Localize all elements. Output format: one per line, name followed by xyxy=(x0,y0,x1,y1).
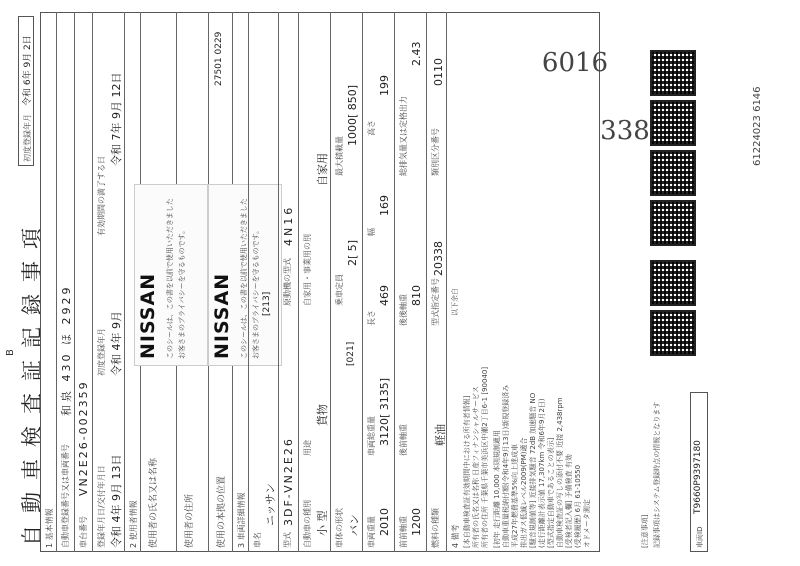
maker-code: [213] xyxy=(262,291,272,316)
form-mark: B xyxy=(5,349,16,356)
remark-line: (受検履歴) 6月 61-10550 xyxy=(574,464,582,548)
document-title: 自動車検査証記録事項 xyxy=(20,216,44,546)
first-reg-label: 初度登録年月 xyxy=(23,114,32,162)
qr-code-icon xyxy=(650,100,696,146)
expiry-label: 有効期間の満了する日 xyxy=(97,156,106,236)
expiry-value: 令和 7年 9月 12日 xyxy=(110,72,123,166)
base-label: 使用の本拠の位置 xyxy=(217,475,227,548)
chassis-value: VN2E26-002359 xyxy=(77,380,90,496)
chassis-label: 車台番号 xyxy=(79,516,88,548)
divider xyxy=(124,12,125,552)
maxload-label: 最大積載量 xyxy=(335,136,344,176)
qr-code-icon xyxy=(650,310,696,356)
gross-label: 車両総重量 xyxy=(367,416,376,456)
owner-addr-label: 使用者の住所 xyxy=(185,493,195,548)
first-reg2-label: 初度登録年月 xyxy=(97,328,106,376)
body-code: [021] xyxy=(346,341,356,366)
gross-value: 3120[ 3135] xyxy=(378,377,391,446)
height-value: 199 xyxy=(378,75,391,96)
divider xyxy=(446,12,447,552)
class-value: 0110 xyxy=(432,58,445,86)
remark-line: 所有者の住所 千葉県千葉市美浜区中瀬2丁目6-1 [90040] xyxy=(481,366,489,548)
divider xyxy=(248,12,249,552)
width-label: 幅 xyxy=(367,228,376,236)
first-reg-value: 令和 6年 9月 2日 xyxy=(23,35,33,106)
section-remarks: 4 備考 xyxy=(451,524,460,548)
weight-value: 2010 xyxy=(378,508,391,536)
maxload-value: 1000[ 850] xyxy=(346,84,359,146)
sticker-text: お客さまのプライバシーを守るものです。 xyxy=(252,226,260,359)
sticker-text: このシールは、この書を以前で使用いただきました xyxy=(166,198,174,359)
divider xyxy=(330,12,331,552)
section-user: 2 使用者情報 xyxy=(129,500,138,548)
qr-code-icon xyxy=(650,260,696,306)
maker-value: ニッサン xyxy=(264,482,277,526)
divider xyxy=(394,12,395,552)
remark-line: [初年 走行距離 10,000 本則規制適用 xyxy=(493,430,501,548)
qr-code-icon xyxy=(650,50,696,96)
privacy-sticker xyxy=(208,184,282,366)
remark-line: オドメータ測定 xyxy=(583,499,591,548)
rear-axle-label: 後前軸重 xyxy=(399,424,408,456)
capacity-value: 2[ 5] xyxy=(346,239,359,266)
note-text: 記録事項はシステム登録時点の情報となります xyxy=(653,401,661,548)
reg-label: 自動車登録番号又は車両番号 xyxy=(61,444,70,548)
divider xyxy=(362,12,363,552)
qr-code-icon xyxy=(650,150,696,196)
nissan-logo: NISSAN xyxy=(211,272,233,359)
reg-date-label: 登録年月日/交付年月日 xyxy=(97,465,106,548)
nissan-logo: NISSAN xyxy=(137,272,159,359)
remark-line: [本自動車検査証有効期間中における所有者情報] xyxy=(463,395,471,548)
engine-label: 原動機の型式 xyxy=(283,258,292,306)
purpose-value: 自家用 xyxy=(316,153,329,186)
id-value: T9660P9397180 xyxy=(693,440,703,514)
front-axle-value: 1200 xyxy=(410,508,423,536)
section-basic: 1 基本情報 xyxy=(45,508,54,548)
capacity-label: 乗車定員 xyxy=(335,274,344,306)
rear2-label: 後後軸重 xyxy=(399,294,408,326)
fuel-label: 燃料の種類 xyxy=(431,508,440,548)
remark-line: 所有者の氏名又は名称 日産フィナンシャルサービス xyxy=(472,386,480,548)
note-label: [注意事項] xyxy=(641,514,649,548)
divider xyxy=(278,12,279,552)
remark-line: 平成27年燃費基準5%向上達成車 xyxy=(511,443,519,548)
body-label: 車体の形状 xyxy=(335,508,344,548)
use-value: 貨物 xyxy=(316,404,329,426)
purpose-label: 自家用・事業用の別 xyxy=(303,234,312,306)
remark-line: 排出ガス低減レベル2009(PM)適合 xyxy=(520,437,528,548)
front-axle-label: 前前軸重 xyxy=(399,516,408,548)
owner-name-label: 使用者の氏名又は名称 xyxy=(149,457,159,548)
divider xyxy=(56,12,57,552)
remark-line: 自動車検査証の写しの添付不要 近接 2,438rpm xyxy=(556,397,564,548)
base-code: 27501 0229 xyxy=(214,31,224,86)
weight-label: 車両重量 xyxy=(367,516,376,548)
remarks-blank: 以下余白 xyxy=(451,288,459,316)
kind-value: 小 型 xyxy=(316,510,329,536)
maker-label: 車名 xyxy=(253,532,262,548)
model-label: 型式 xyxy=(283,532,292,548)
divider xyxy=(74,12,75,552)
reg-value: 和泉 430 ほ 2929 xyxy=(60,284,73,416)
divider xyxy=(426,12,427,552)
kind-label: 自動車の種別 xyxy=(303,500,312,548)
type-no-label: 型式指定番号 xyxy=(431,278,440,326)
length-value: 469 xyxy=(378,285,391,306)
reg-date-value: 令和 4年 9月 13日 xyxy=(110,454,123,548)
class-label: 類別区分番号 xyxy=(431,128,440,176)
width-value: 169 xyxy=(378,195,391,216)
sticker-text: お客さまのプライバシーを守るものです。 xyxy=(178,226,186,359)
privacy-sticker xyxy=(134,184,208,366)
engine-value: 4N16 xyxy=(282,204,295,246)
rear2-value: 810 xyxy=(410,285,423,306)
displacement-label: 総排気量又は定格出力 xyxy=(399,96,408,176)
remark-line: [騒音規制値等] 近接排気騒音 72dB 加速騒音 NO xyxy=(529,392,537,548)
first-reg2-value: 令和 4年 9月 xyxy=(110,311,123,376)
handwritten-number: 6016 xyxy=(541,47,609,78)
id-label: 車両ID xyxy=(696,526,704,548)
divider xyxy=(92,12,93,552)
fuel-value: 軽油 xyxy=(434,424,447,446)
remark-line: (走行距離計表示値 17,307km 令和6年9月2日) xyxy=(538,398,546,548)
model-value: 3DF-VN2E26 xyxy=(282,437,295,526)
length-label: 長さ xyxy=(367,310,376,326)
height-label: 高さ xyxy=(367,120,376,136)
qr-code-icon xyxy=(650,200,696,246)
section-vehicle: 3 車両詳細情報 xyxy=(237,492,246,548)
doc-code: 61224023 6146 xyxy=(752,86,763,166)
handwritten-number: 338 xyxy=(600,116,650,147)
displacement-value: 2.43 xyxy=(410,41,423,66)
divider xyxy=(298,12,299,552)
remark-line: [受検者記入欄] 予備検査 有効 xyxy=(565,454,573,548)
sticker-text: このシールは、この書を以前で使用いただきました xyxy=(240,198,248,359)
type-no-value: 20338 xyxy=(432,241,445,276)
remark-line: [型式指定自動車であることの表示] xyxy=(547,437,555,548)
body-value: バン xyxy=(348,514,361,536)
use-label: 用途 xyxy=(303,440,312,456)
remark-line: 自動車重量税納付額(令和4年9月13日)新規登録済み xyxy=(502,384,510,548)
